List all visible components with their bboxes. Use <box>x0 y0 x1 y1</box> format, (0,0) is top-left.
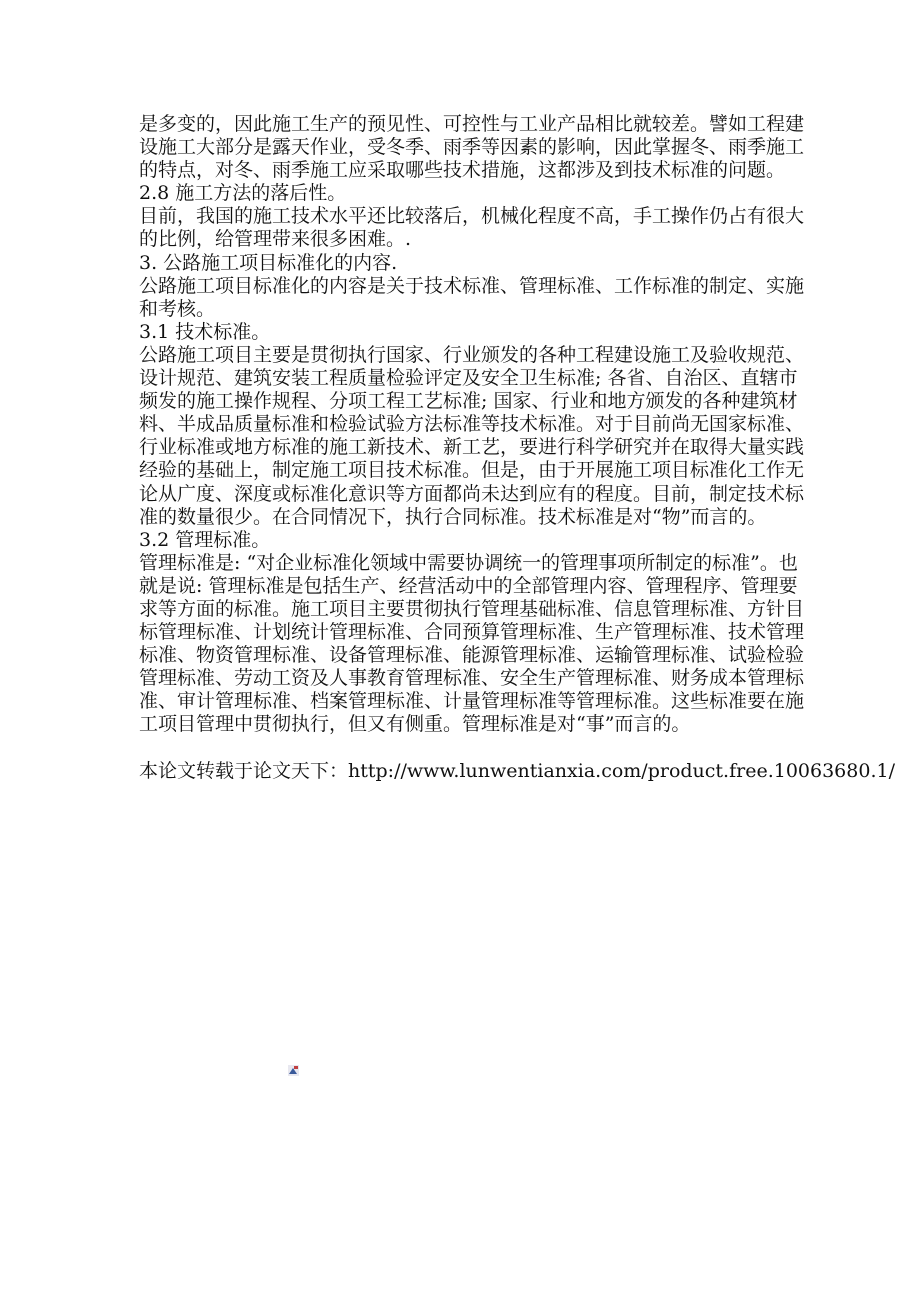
text-line: 料、半成品质量标准和检验试验方法标准等技术标准。对于目前尚无国家标准、 <box>139 413 805 436</box>
text-line: 管理标准是: “对企业标准化领域中需要协调统一的管理事项所制定的标准”。也 <box>139 551 798 574</box>
text-line: 3.1 技术标准。 <box>139 320 271 343</box>
text-line: 公路施工项目标准化的内容是关于技术标准、管理标准、工作标准的制定、实施 <box>139 274 805 297</box>
text-line: 求等方面的标准。施工项目主要贯彻执行管理基础标准、信息管理标准、方针目 <box>139 597 805 620</box>
document-body <box>139 113 895 783</box>
text-line: 准的数量很少。在合同情况下，执行合同标准。技术标准是对“物”而言的。 <box>139 505 767 528</box>
text-line: 3.2 管理标准。 <box>139 528 271 551</box>
text-line: 目前，我国的施工技术水平还比较落后，机械化程度不高，手工操作仍占有很大 <box>139 205 805 228</box>
text-line: 就是说: 管理标准是包括生产、经营活动中的全部管理内容、管理程序、管理要 <box>139 574 798 597</box>
source-prefix: 本论文转载于论文天下： <box>139 759 349 782</box>
blank-line <box>139 737 782 760</box>
text-line: 工项目管理中贯彻执行，但又有侧重。管理标准是对“事”而言的。 <box>139 713 691 736</box>
text-line: 的特点，对冬、雨季施工应采取哪些技术措施，这都涉及到技术标准的问题。 <box>139 159 786 182</box>
text-line: 频发的施工操作规程、分项工程工艺标准; 国家、行业和地方颁发的各种建筑材 <box>139 390 798 413</box>
text-line: 是多变的，因此施工生产的预见性、可控性与工业产品相比就较差。譬如工程建 <box>139 113 805 135</box>
text-line: 标准、物资管理标准、设备管理标准、能源管理标准、运输管理标准、试验检验 <box>139 644 805 667</box>
text-line: 3. 公路施工项目标准化的内容. <box>139 251 398 274</box>
source-footer <box>139 759 895 783</box>
text-line: 2.8 施工方法的落后性。 <box>139 182 347 205</box>
text-line: 设施工大部分是露天作业，受冬季、雨季等因素的影响，因此掌握冬、雨季施工 <box>139 136 805 159</box>
text-line: 设计规范、建筑安装工程质量检验评定及安全卫生标准; 各省、自治区、直辖市 <box>139 367 798 390</box>
text-line: 论从广度、深度或标准化意识等方面都尚未达到应有的程度。目前，制定技术标 <box>139 482 805 505</box>
small-image-icon <box>288 1065 299 1076</box>
text-line: 行业标准或地方标准的施工新技术、新工艺，要进行科学研究并在取得大量实践 <box>139 436 805 459</box>
text-line: 和考核。 <box>139 297 216 320</box>
text-line: 标管理标准、计划统计管理标准、合同预算管理标准、生产管理标准、技术管理 <box>139 621 805 644</box>
text-line: 公路施工项目主要是贯彻执行国家、行业颁发的各种工程建设施工及验收规范、 <box>139 343 805 366</box>
text-line: 准、审计管理标准、档案管理标准、计量管理标准等管理标准。这些标准要在施 <box>139 690 805 713</box>
text-line: 的比例，给管理带来很多困难。. <box>139 228 412 251</box>
source-url-link[interactable]: http://www.lunwentianxia.com/product.free.10063680.1/ <box>348 759 895 782</box>
text-line: 经验的基础上，制定施工项目技术标准。但是，由于开展施工项目标准化工作无 <box>139 459 805 482</box>
text-line: 管理标准、劳动工资及人事教育管理标准、安全生产管理标准、财务成本管理标 <box>139 667 805 690</box>
